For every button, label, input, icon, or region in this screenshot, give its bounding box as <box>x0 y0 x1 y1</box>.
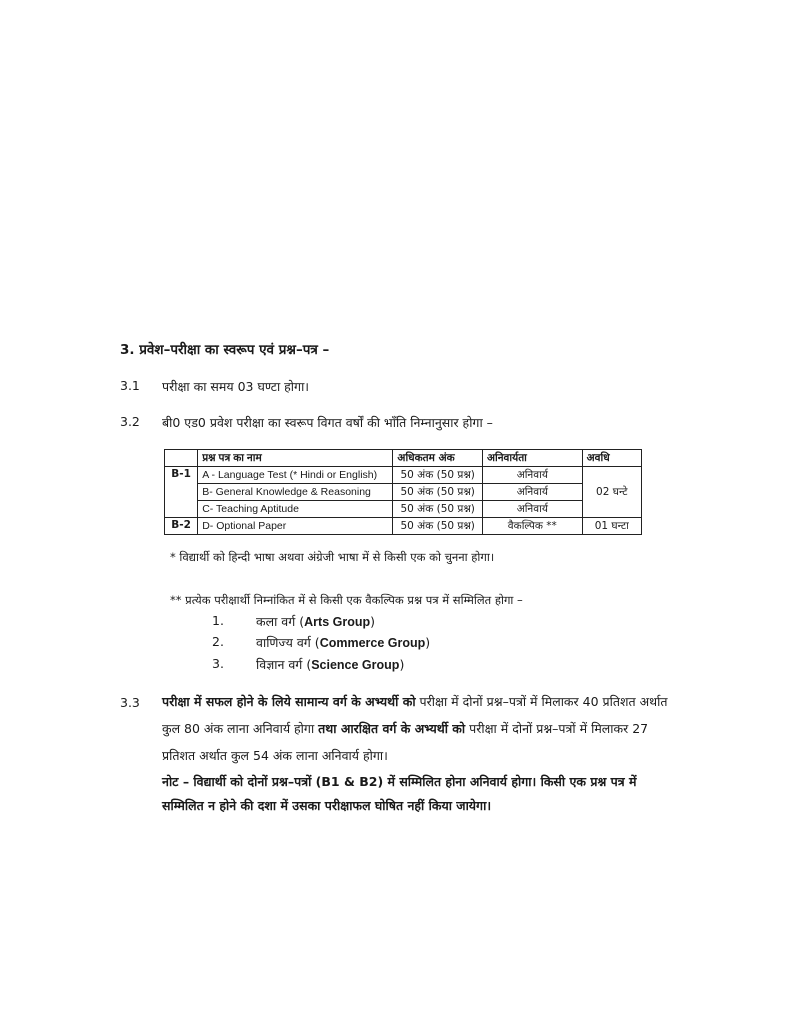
header-duration: अवधि <box>582 450 641 467</box>
group-number: 3. <box>212 656 224 671</box>
section-number-3-1: 3.1 <box>120 378 140 393</box>
language-choice-note: * विद्यार्थी को हिन्दी भाषा अथवा अंग्रेजी भाषा में से किसी एक को चुनना होगा। <box>170 550 495 564</box>
section-text-3-1: परीक्षा का समय 03 घण्टा होगा। <box>162 379 310 394</box>
reserved-category-text: परीक्षा में दोनों प्रश्न–पत्रों में मिलाकर 27 प्रतिशत अर्थात कुल 54 अंक लाना अनिवार्य होगा। <box>162 721 649 763</box>
group-english-name: Commerce Group <box>319 636 426 650</box>
section-heading: 3. प्रवेश–परीक्षा का स्वरूप एवं प्रश्न–पत्र – <box>120 342 330 358</box>
group-english-name: Arts Group <box>304 615 371 629</box>
header-paper-name: प्रश्न पत्र का नाम <box>198 450 393 467</box>
group-item-science: विज्ञान वर्ग (Science Group) <box>256 657 405 672</box>
group-number: 2. <box>212 634 224 649</box>
exam-papers-table <box>164 449 642 535</box>
table-row <box>165 467 642 484</box>
paper-name: C- Teaching Aptitude <box>198 501 393 518</box>
group-b1-label: B-1 <box>165 467 198 518</box>
table-header-row <box>165 450 642 467</box>
group-b2-label: B-2 <box>165 518 198 535</box>
header-requirement: अनिवार्यता <box>482 450 582 467</box>
group-hindi-name: वाणिज्य वर्ग <box>256 635 311 650</box>
paper-marks: 50 अंक (50 प्रश्न) <box>393 501 483 518</box>
group-english-name: Science Group <box>311 658 400 672</box>
paper-marks: 50 अंक (50 प्रश्न) <box>393 484 483 501</box>
general-category-text: परीक्षा में दोनों प्रश्न–पत्रों में मिलाकर 40 प्रतिशत अर्थात कुल 80 अंक लाना अनिवार्य होगा <box>162 694 668 736</box>
section-text-3-2: बी0 एड0 प्रवेश परीक्षा का स्वरूप विगत वर्षों की भाँति निम्नानुसार होगा – <box>162 415 493 430</box>
paper-requirement: वैकल्पिक ** <box>482 518 582 535</box>
header-group <box>165 450 198 467</box>
reserved-category-phrase: तथा आरक्षित वर्ग के अभ्यर्थी को <box>318 721 466 736</box>
table-row <box>165 518 642 535</box>
paper-marks: 50 अंक (50 प्रश्न) <box>393 467 483 484</box>
paper-name: B- General Knowledge & Reasoning <box>198 484 393 501</box>
optional-paper-note: ** प्रत्येक परीक्षार्थी निम्नांकित में से किसी एक वैकल्पिक प्रश्न पत्र में सम्मिलित होगा – <box>170 593 523 607</box>
general-category-phrase: परीक्षा में सफल होने के लिये सामान्य वर्ग के अभ्यर्थी को <box>162 694 416 709</box>
section-number-3-3: 3.3 <box>120 695 140 710</box>
table-row <box>165 484 642 501</box>
section-number-3-2: 3.2 <box>120 414 140 429</box>
duration-b2: 01 घन्टा <box>582 518 641 535</box>
header-max-marks: अधिकतम अंक <box>393 450 483 467</box>
duration-b1: 02 घन्टे <box>582 467 641 518</box>
mandatory-note: नोट – विद्यार्थी को दोनों प्रश्न–पत्रों (B1 & B2) में सम्मिलित होना अनिवार्य होगा। किसी एक प्रश्न पत्र में सम्मिलित न होने की दशा में उसका परीक्षाफल घोषित नहीं किया जायेगा। <box>162 774 637 813</box>
paper-requirement: अनिवार्य <box>482 484 582 501</box>
paper-name: D- Optional Paper <box>198 518 393 535</box>
paper-name: A - Language Test (* Hindi or English) <box>198 467 393 484</box>
paper-requirement: अनिवार्य <box>482 467 582 484</box>
paper-requirement: अनिवार्य <box>482 501 582 518</box>
table-row <box>165 501 642 518</box>
paper-marks: 50 अंक (50 प्रश्न) <box>393 518 483 535</box>
group-hindi-name: विज्ञान वर्ग <box>256 657 303 672</box>
group-item-arts: कला वर्ग (Arts Group) <box>256 614 376 629</box>
group-number: 1. <box>212 613 224 628</box>
group-item-commerce: वाणिज्य वर्ग (Commerce Group) <box>256 635 431 650</box>
pass-criteria-paragraph <box>162 688 677 769</box>
group-hindi-name: कला वर्ग <box>256 614 296 629</box>
